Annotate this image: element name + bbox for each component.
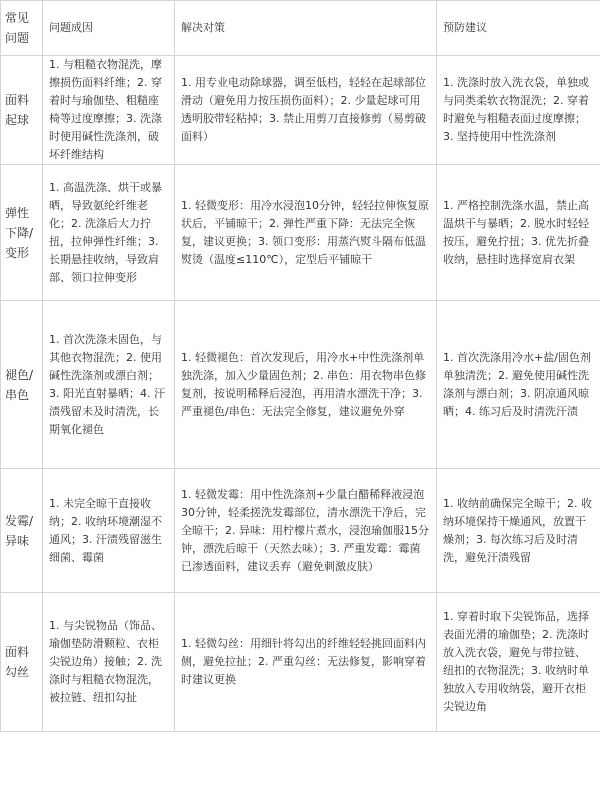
prevention-cell: 1. 穿着时取下尖锐饰品，选择表面光滑的瑜伽垫；2. 洗涤时放入洗衣袋，避免与带拉链、纽扣的衣物混洗；3. 收纳时单独放入专用收纳袋，避开衣柜尖锐边角 — [437, 593, 600, 732]
problem-cell: 面料起球 — [1, 56, 43, 165]
table-header-row — [1, 1, 600, 56]
solution-cell: 1. 轻微勾丝：用细针将勾出的纤维轻轻挑回面料内侧，避免拉扯；2. 严重勾丝：无法修复，影响穿着时建议更换 — [175, 593, 437, 732]
table-row — [1, 56, 600, 165]
header-common-problem: 常见问题 — [1, 1, 43, 56]
problem-cell: 发霉/异味 — [1, 469, 43, 593]
problem-cell: 褪色/串色 — [1, 301, 43, 469]
solution-cell: 1. 轻微发霉：用中性洗涤剂+少量白醋稀释液浸泡30分钟，轻柔搓洗发霉部位，清水漂洗干净后，完全晾干；2. 异味：用柠檬片煮水，浸泡瑜伽服15分钟，漂洗后晾干（天然去味）；3. 严重发霉：霉菌已渗透面料，建议丢弃（避免刺激皮肤） — [175, 469, 437, 593]
table-row — [1, 165, 600, 301]
prevention-cell: 1. 严格控制洗涤水温，禁止高温烘干与暴晒；2. 脱水时轻轻按压，避免拧扭；3. 优先折叠收纳，悬挂时选择宽肩衣架 — [437, 165, 600, 301]
cause-cell: 1. 未完全晾干直接收纳；2. 收纳环境潮湿不通风；3. 汗渍残留滋生细菌、霉菌 — [43, 469, 175, 593]
table-row — [1, 469, 600, 593]
header-prevention: 预防建议 — [437, 1, 600, 56]
solution-cell: 1. 轻微褪色：首次发现后，用冷水+中性洗涤剂单独洗涤，加入少量固色剂；2. 串色：用衣物串色修复剂，按说明稀释后浸泡，再用清水漂洗干净；3. 严重褪色/串色：无法完全修复，建议避免外穿 — [175, 301, 437, 469]
cause-cell: 1. 首次洗涤未固色，与其他衣物混洗；2. 使用碱性洗涤剂或漂白剂；3. 阳光直射暴晒；4. 汗渍残留未及时清洗，长期氧化褪色 — [43, 301, 175, 469]
table-row — [1, 301, 600, 469]
prevention-cell: 1. 首次洗涤用冷水+盐/固色剂单独清洗；2. 避免使用碱性洗涤剂与漂白剂；3. 阴凉通风晾晒；4. 练习后及时清洗汗渍 — [437, 301, 600, 469]
solution-cell: 1. 轻微变形：用冷水浸泡10分钟，轻轻拉伸恢复原状后，平铺晾干；2. 弹性严重下降：无法完全恢复，建议更换；3. 领口变形：用蒸汽熨斗隔布低温熨烫（温度≤110℃），定型后平铺晾干 — [175, 165, 437, 301]
solution-cell: 1. 用专业电动除球器，调至低档，轻轻在起球部位滑动（避免用力按压损伤面料）；2. 少量起球可用透明胶带轻粘掉；3. 禁止用剪刀直接修剪（易剪破面料） — [175, 56, 437, 165]
prevention-cell: 1. 洗涤时放入洗衣袋，单独或与同类柔软衣物混洗；2. 穿着时避免与粗糙表面过度摩擦；3. 坚持使用中性洗涤剂 — [437, 56, 600, 165]
header-cause: 问题成因 — [43, 1, 175, 56]
cause-cell: 1. 与尖锐物品（饰品、瑜伽垫防滑颗粒、衣柜尖锐边角）接触；2. 洗涤时与粗糙衣物混洗，被拉链、纽扣勾扯 — [43, 593, 175, 732]
header-solution: 解决对策 — [175, 1, 437, 56]
cause-cell: 1. 高温洗涤、烘干或暴晒，导致氨纶纤维老化；2. 洗涤后大力拧扭，拉伸弹性纤维；3. 长期悬挂收纳，导致肩部、领口拉伸变形 — [43, 165, 175, 301]
table-row — [1, 593, 600, 732]
cause-cell: 1. 与粗糙衣物混洗，摩擦损伤面料纤维；2. 穿着时与瑜伽垫、粗糙座椅等过度摩擦；3. 洗涤时使用碱性洗涤剂，破坏纤维结构 — [43, 56, 175, 165]
problem-cell: 面料勾丝 — [1, 593, 43, 732]
prevention-cell: 1. 收纳前确保完全晾干；2. 收纳环境保持干燥通风，放置干燥剂；3. 每次练习后及时清洗，避免汗渍残留 — [437, 469, 600, 593]
problem-cell: 弹性下降/变形 — [1, 165, 43, 301]
